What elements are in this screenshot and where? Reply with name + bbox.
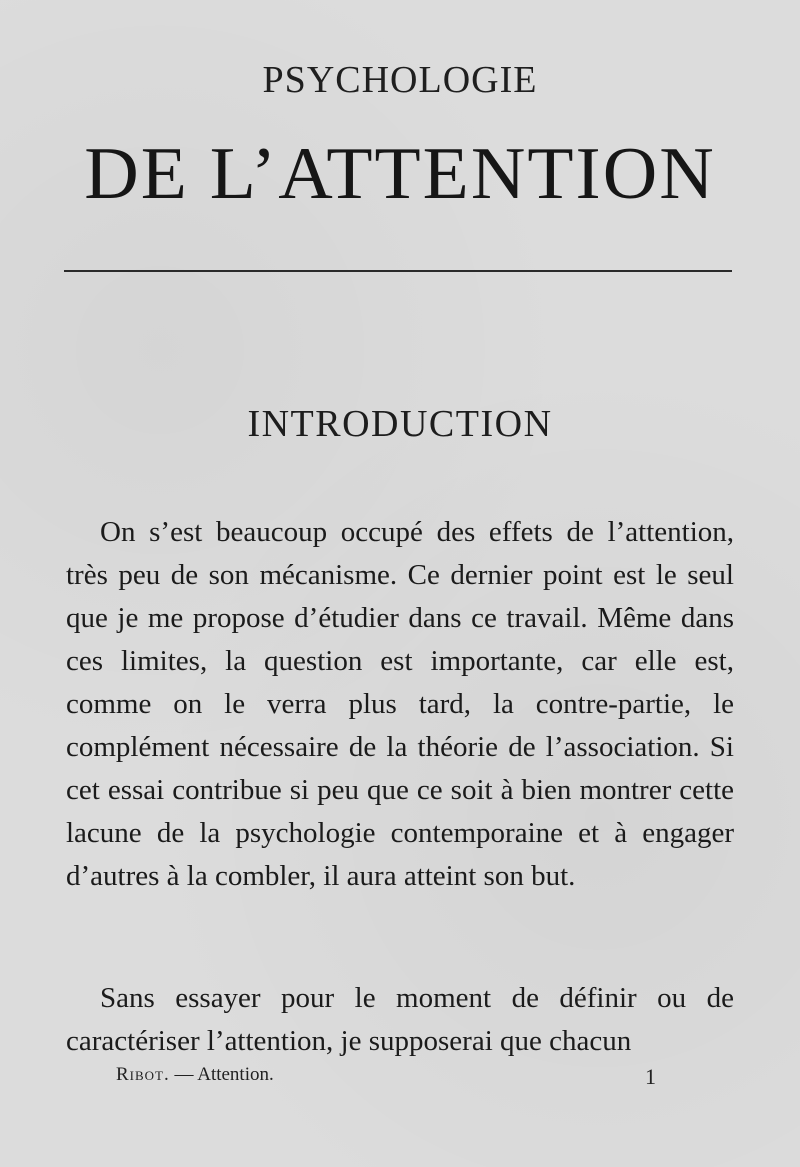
main-title: DE L’ATTENTION <box>84 133 716 215</box>
paragraph-2: Sans essayer pour le moment de définir ou de caractériser l’attention, je supposerai que chacun <box>66 982 734 1057</box>
title-rule <box>64 270 732 272</box>
section-title: INTRODUCTION <box>247 403 553 445</box>
running-title: PSYCHOLOGIE <box>262 59 538 101</box>
footer-separator: — <box>174 1064 194 1085</box>
paragraph-1: On s’est beaucoup occupé des effets de l’attention, très peu de son mécanisme. Ce dernier point est le seul que je me propose d’étudier dans ce travail. Même dans ces limites, la question est importante, car elle est, comme on le verra plus tard, la contre-partie, le complément nécessaire de la théorie de l’association. Si cet essai contribue si peu que ce soit à bien montrer cette lacune de la psychologie contemporaine et à engager d’autres à la combler, il aura atteint son but. <box>66 516 734 892</box>
footer-author: Ribot. <box>116 1064 170 1085</box>
footer-short-title: Attention. <box>197 1064 274 1085</box>
page-number: 1 <box>645 1064 656 1089</box>
page-footer <box>116 1064 656 1094</box>
